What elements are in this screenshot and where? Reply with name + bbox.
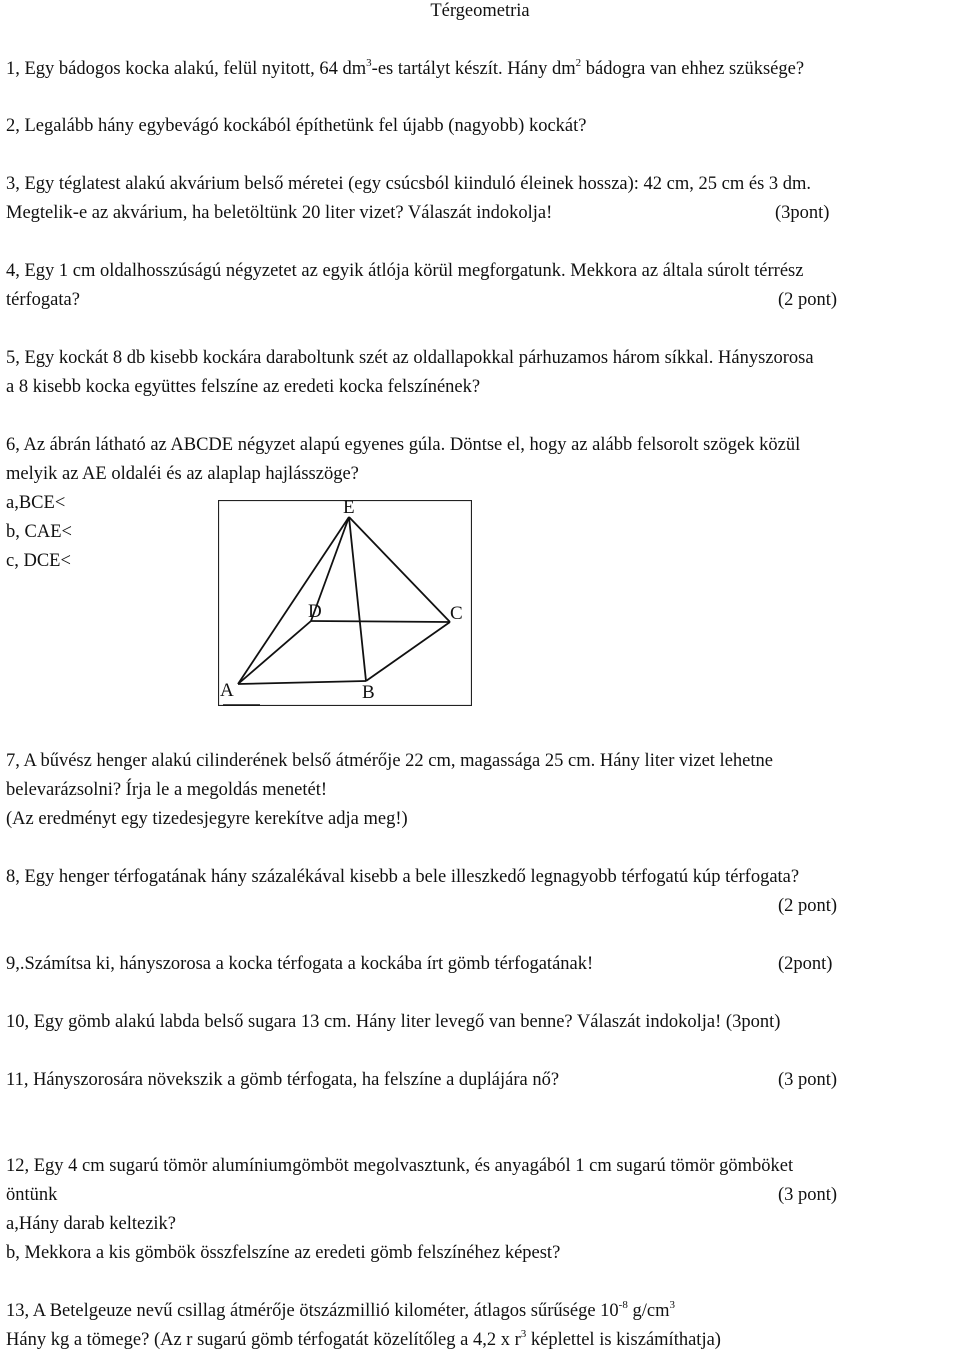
pyramid-figure [218,497,472,706]
label-c: C [450,603,463,624]
question-9-points: (2pont) [778,954,833,974]
q13-text-c: Hány kg a tömege? (Az r sugarú gömb térfogatát közelítőleg a 4,2 x r [6,1330,521,1350]
edge-cd [311,621,450,622]
q1-text-a: 1, Egy bádogos kocka alakú, felül nyitott, 64 dm [6,59,367,79]
q1-text-c: bádogra van ehhez szüksége? [581,59,805,79]
question-10: 10, Egy gömb alakú labda belső sugara 13 cm. Hány liter levegő van benne? Válaszát indokolja! (3pont) [6,1012,781,1032]
edge-ab [238,681,366,684]
question-6-option-a: a,BCE< [6,493,66,513]
question-4-points: (2 pont) [778,290,838,310]
q1-sup-1: 3 [366,56,372,69]
question-13-line-1 [6,1297,675,1326]
figure-frame [219,501,472,706]
question-6-line-2: melyik az AE oldaléi és az alaplap hajlásszöge? [6,464,359,484]
q13-text-b: g/cm [627,1301,670,1321]
question-1 [6,55,804,84]
edge-be [349,517,366,681]
question-4-line-1: 4, Egy 1 cm oldalhosszúságú négyzetet az egyik átlója körül megforgatunk. Mekkora az általa súrolt térrész [6,261,804,281]
question-12-line-2: öntünk [6,1185,58,1205]
question-11-points: (3 pont) [778,1070,838,1090]
pyramid-diagram [218,497,472,706]
question-6-option-b: b, CAE< [6,522,72,542]
question-5-line-2: a 8 kisebb kocka együttes felszíne az eredeti kocka felszínének? [6,377,481,397]
q1-text-b: -es tartályt készít. Hány dm [371,59,576,79]
question-7-line-2: belevarázsolni? Írja le a megoldás menetét! [6,780,328,800]
q1-sup-2: 2 [575,56,582,69]
question-11: 11, Hányszorosára növekszik a gömb térfogata, ha felszíne a duplájára nő? [6,1070,560,1090]
edge-bc [366,622,450,681]
question-13-line-2 [6,1326,721,1355]
label-b: B [362,682,375,703]
question-3-line-1: 3, Egy téglatest alakú akvárium belső méretei (egy csúcsból kiinduló éleinek hossza): 42 cm, 25 cm és 3 dm. [6,174,812,194]
q13-sup-2: 3 [669,1298,675,1311]
question-8-line-1: 8, Egy henger térfogatának hány százalékával kisebb a bele illeszkedő legnagyobb térfogatú kúp térfogata? [6,867,800,887]
label-e: E [343,497,355,518]
edge-ae [238,517,349,684]
q13-text-a: 13, A Betelgeuze nevű csillag átmérője ötszázmillió kilométer, átlagos sűrűsége 10 [6,1301,619,1321]
question-6-line-1: 6, Az ábrán látható az ABCDE négyzet alapú egyenes gúla. Döntse el, hogy az alább felsorolt szögek közül [6,435,801,455]
question-6-option-c: c, DCE< [6,551,71,571]
q13-sup-3: 3 [520,1327,527,1340]
label-d: D [308,601,322,622]
question-12-sub-a: a,Hány darab keltezik? [6,1214,177,1234]
q13-text-d: képlettel is kiszámíthatja) [526,1330,721,1350]
question-8-points: (2 pont) [778,896,838,916]
question-7-line-3: (Az eredményt egy tizedesjegyre kerekítve adja meg!) [6,809,408,829]
question-12-line-1: 12, Egy 4 cm sugarú tömör alumíniumgömböt megolvasztunk, és anyagából 1 cm sugarú tömör gömböket [6,1156,794,1176]
question-7-line-1: 7, A bűvész henger alakú cilinderének belső átmérője 22 cm, magassága 25 cm. Hány liter vizet lehetne [6,751,773,771]
label-a: A [220,680,234,701]
document-title: Térgeometria [430,1,530,21]
question-5-line-1: 5, Egy kockát 8 db kisebb kockára daraboltunk szét az oldallapokkal párhuzamos három síkkal. Hányszorosa [6,348,814,368]
question-9: 9,.Számítsa ki, hányszorosa a kocka térfogata a kockába írt gömb térfogatának! [6,954,594,974]
edge-ce [349,517,450,622]
question-12-points: (3 pont) [778,1185,838,1205]
question-12-sub-b: b, Mekkora a kis gömbök összfelszíne az eredeti gömb felszínéhez képest? [6,1243,561,1263]
q13-sup-1: -8 [618,1298,628,1311]
question-2: 2, Legalább hány egybevágó kockából építhetünk fel újabb (nagyobb) kockát? [6,116,587,136]
question-3-line-2: Megtelik-e az akvárium, ha beletöltünk 20 liter vizet? Válaszát indokolja! [6,203,553,223]
question-4-line-2: térfogata? [6,290,80,310]
question-3-points: (3pont) [775,203,830,223]
